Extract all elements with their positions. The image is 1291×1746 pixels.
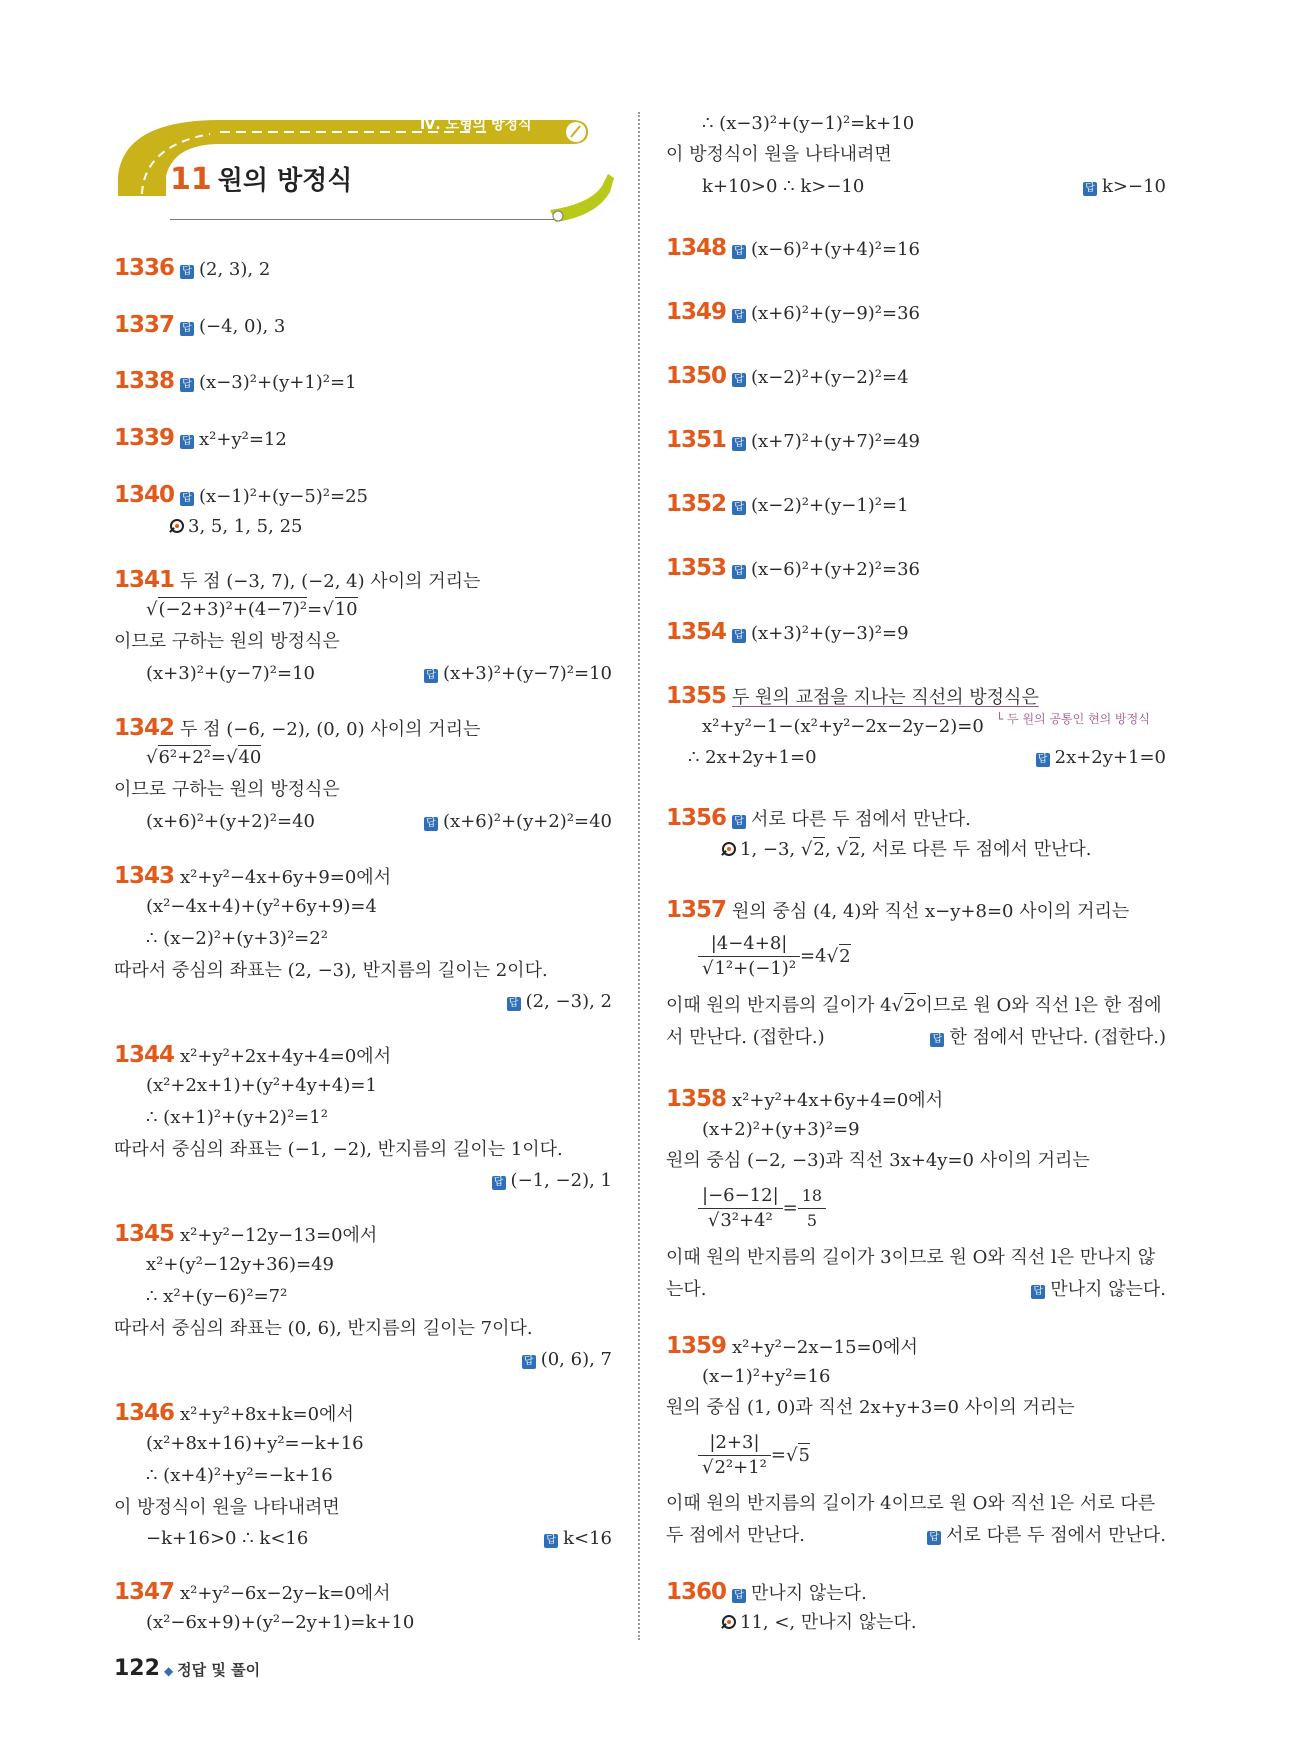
problem-number: 1344 <box>114 1042 175 1068</box>
solution-line: (x²+2x+1)+(y²+4y+4)=1 <box>146 1075 377 1096</box>
footer-title: 정답 및 풀이 <box>177 1661 261 1679</box>
problem-number: 1354 <box>666 619 727 645</box>
problem-1356 <box>666 806 971 832</box>
problem-number: 1357 <box>666 897 727 923</box>
problem-number: 1347 <box>114 1579 175 1605</box>
problem-number: 1342 <box>114 715 175 741</box>
solution-line: 이 방정식이 원을 나타내려면 <box>114 1497 340 1518</box>
problem-number: 1351 <box>666 427 727 453</box>
radicand: 40 <box>238 747 262 768</box>
problem-number: 1355 <box>666 683 727 709</box>
problem-1354 <box>666 620 909 646</box>
hint-text: , 서로 다른 두 점에서 만난다. <box>860 839 1092 860</box>
answer-badge-icon: 답 <box>180 265 194 279</box>
chapter-title <box>170 160 352 197</box>
radicand: 2 <box>839 945 851 967</box>
fraction: $\frac{|-6-12|}{\text{√3²+4²}}$ <box>698 1184 783 1233</box>
answer-text: (x+6)²+(y+2)²=40 <box>443 811 612 832</box>
radicand: 2 <box>848 839 861 860</box>
solution-line: (x+6)²+(y+2)²=40 <box>146 811 315 832</box>
answer-badge-icon: 답 <box>927 1531 941 1545</box>
problem-1351 <box>666 428 920 454</box>
equals: = <box>307 599 323 620</box>
numerator: |4−4+8| <box>698 932 800 957</box>
problem-1347 <box>114 1580 391 1606</box>
final-answer <box>424 810 612 834</box>
answer-badge-icon: 답 <box>492 1176 506 1190</box>
radicand: 6²+2² <box>158 747 211 768</box>
solution-line <box>702 715 984 739</box>
solution-line: 이므로 구하는 원의 방정식은 <box>114 779 340 800</box>
margin-note: └ 두 원의 공통인 현의 방정식 <box>996 712 1150 726</box>
hint-text: 3, 5, 1, 5, 25 <box>188 516 303 537</box>
problem-number: 1346 <box>114 1400 175 1426</box>
solution-line: 이때 원의 반지름의 길이가 4이므로 원 O와 직선 l은 서로 다른 <box>666 1493 1156 1514</box>
text: 이므로 원 O와 직선 l은 한 점에 <box>915 995 1162 1016</box>
answer-text: (0, 6), 7 <box>540 1349 612 1370</box>
answer-text: (x−6)²+(y+2)²=36 <box>751 559 920 580</box>
solution-line: x²+y²+4x+6y+4=0에서 <box>732 1090 944 1111</box>
radicand: (−2+3)²+(4−7)² <box>158 599 308 620</box>
answer-text: (x+7)²+(y+7)²=49 <box>751 431 920 452</box>
answer-text: k<16 <box>563 1528 612 1549</box>
solution-line: 두 점 (−6, −2), (0, 0) 사이의 거리는 <box>180 719 481 740</box>
answer-badge-icon: 답 <box>522 1355 536 1369</box>
answer-badge-icon: 답 <box>544 1534 558 1548</box>
answer-badge-icon: 답 <box>180 322 194 336</box>
problem-number: 1340 <box>114 482 175 508</box>
fraction-line <box>698 1184 826 1233</box>
hint-line <box>170 515 303 539</box>
problem-number: 1336 <box>114 255 175 281</box>
problem-number: 1356 <box>666 805 727 831</box>
radicand: 2 <box>904 995 916 1016</box>
problem-number: 1350 <box>666 363 727 389</box>
problem-1339 <box>114 426 287 452</box>
solution-line: k+10>0 ∴ k>−10 <box>702 176 865 197</box>
answer-text: (x−2)²+(y−2)²=4 <box>751 367 909 388</box>
problem-number: 1360 <box>666 1579 727 1605</box>
problem-number: 1353 <box>666 555 727 581</box>
solution-line: 원의 중심 (−2, −3)과 직선 3x+4y=0 사이의 거리는 <box>666 1150 1090 1171</box>
hint-text: 1, −3, <box>740 839 801 860</box>
solution-line: 원의 중심 (4, 4)와 직선 x−y+8=0 사이의 거리는 <box>732 901 1130 922</box>
problem-1360 <box>666 1580 867 1606</box>
final-answer <box>424 662 612 686</box>
answer-text: (2, 3), 2 <box>199 259 271 280</box>
title-underline <box>170 219 555 220</box>
solution-line: x²+(y²−12y+36)=49 <box>146 1254 335 1275</box>
solution-line: (x−1)²+y²=16 <box>702 1366 831 1387</box>
problem-number: 1349 <box>666 299 727 325</box>
answer-badge-icon: 답 <box>424 669 438 683</box>
fraction-line: $\frac{|2+3|}{\text{√2²+1²}}$ =√5 <box>698 1431 810 1480</box>
answer-badge-icon: 답 <box>180 378 194 392</box>
answer-badge-icon: 답 <box>180 435 194 449</box>
answer-badge-icon: 답 <box>1083 182 1097 196</box>
problem-number: 1338 <box>114 368 175 394</box>
solution-line: ∴ x²+(y−6)²=7² <box>146 1286 288 1307</box>
problem-1350 <box>666 364 909 390</box>
solution-line: 따라서 중심의 좌표는 (−1, −2), 반지름의 길이는 1이다. <box>114 1139 563 1160</box>
answer-badge-icon: 답 <box>732 629 746 643</box>
answer-badge-icon: 답 <box>732 1589 746 1603</box>
answer-text: (x+3)²+(y−7)²=10 <box>443 663 612 684</box>
solution-line: √(−2+3)²+(4−7)²=√10 <box>146 599 358 620</box>
column-divider <box>638 112 640 1640</box>
answer-text: 한 점에서 만난다. (접한다.) <box>949 1027 1166 1048</box>
answer-text: (x+3)²+(y−3)²=9 <box>751 623 909 644</box>
problem-number: 1359 <box>666 1333 727 1359</box>
solution-line: 따라서 중심의 좌표는 (0, 6), 반지름의 길이는 7이다. <box>114 1318 533 1339</box>
solution-line: (x+3)²+(y−7)²=10 <box>146 663 315 684</box>
problem-1349 <box>666 300 920 326</box>
answer-text: x²+y²=12 <box>199 429 287 450</box>
radicand: 10 <box>334 599 358 620</box>
answer-badge-icon: 답 <box>507 997 521 1011</box>
denominator: 2²+1² <box>714 1457 767 1478</box>
answer-badge-icon: 답 <box>180 492 194 506</box>
equals: = <box>210 747 226 768</box>
solution-line: ∴ 2x+2y+1=0 <box>688 747 817 768</box>
problem-1355 <box>666 684 1039 710</box>
solution-line: (x²+8x+16)+y²=−k+16 <box>146 1433 364 1454</box>
solution-line: 두 점에서 만난다. <box>666 1525 805 1546</box>
answer-badge-icon: 답 <box>732 565 746 579</box>
answer-badge-icon: 답 <box>732 245 746 259</box>
numerator: |2+3| <box>698 1431 771 1456</box>
solution-line: (x²−4x+4)+(y²+6y+9)=4 <box>146 896 377 917</box>
fraction: $\frac{|4-4+8|}{\text{√1²+(−1)²}}$ <box>698 932 800 981</box>
problem-1341 <box>114 568 480 594</box>
answer-badge-icon: 답 <box>732 501 746 515</box>
numerator: |−6−12| <box>698 1184 783 1209</box>
answer-text: (x−1)²+(y−5)²=25 <box>199 486 368 507</box>
solution-line: ∴ (x−2)²+(y+3)²=2² <box>146 928 328 949</box>
fraction <box>798 1184 826 1233</box>
diamond-icon: ◆ <box>163 1664 174 1678</box>
solution-line: ∴ (x−3)²+(y−1)²=k+10 <box>702 113 915 134</box>
solution-line: x²+y²−6x−2y−k=0에서 <box>180 1583 391 1604</box>
solution-line: 따라서 중심의 좌표는 (2, −3), 반지름의 길이는 2이다. <box>114 960 548 981</box>
page-footer <box>114 1656 260 1681</box>
solution-line: 이때 원의 반지름의 길이가 3이므로 원 O와 직선 l은 만나지 않 <box>666 1247 1156 1268</box>
section-tag: Ⅳ. 도형의 방정식 <box>420 117 532 133</box>
hint-line: 1, −3, √2, √2, 서로 다른 두 점에서 만난다. <box>722 838 1092 862</box>
equals: = <box>782 1197 798 1219</box>
solution-line: x²+y²−2x−15=0에서 <box>732 1337 918 1358</box>
solution-line: √6²+2²=√40 <box>146 747 262 768</box>
problem-1344 <box>114 1043 391 1069</box>
solution-line: x²+y²−4x+6y+9=0에서 <box>180 867 392 888</box>
answer-badge-icon: 답 <box>732 309 746 323</box>
solution-line: x²+y²−12y−13=0에서 <box>180 1225 378 1246</box>
problem-1348 <box>666 236 920 262</box>
problem-1359 <box>666 1334 918 1360</box>
problem-1342 <box>114 716 480 742</box>
solution-line: x²+y²+8x+k=0에서 <box>180 1404 354 1425</box>
problem-1352 <box>666 492 909 518</box>
answer-badge-icon: 답 <box>1031 1285 1045 1299</box>
solution-line: (x²−6x+9)+(y²−2y+1)=k+10 <box>146 1612 415 1633</box>
hint-text: , <box>824 839 837 860</box>
final-answer <box>1036 746 1166 770</box>
page-number: 122 <box>114 1656 160 1681</box>
solution-line: 이 방정식이 원을 나타내려면 <box>666 144 892 165</box>
answer-text: (x+6)²+(y−9)²=36 <box>751 303 920 324</box>
equation: x²+y²−1−(x²+y²−2x−2y−2)=0 <box>702 716 984 737</box>
solution-line: 이때 원의 반지름의 길이가 4√2이므로 원 O와 직선 l은 한 점에 <box>666 995 1162 1016</box>
magnifier-hint-icon <box>722 1615 736 1629</box>
denominator: 1²+(−1)² <box>714 958 797 979</box>
answer-text: 서로 다른 두 점에서 만난다. <box>751 809 971 830</box>
problem-number: 1348 <box>666 235 727 261</box>
answer-text: (−4, 0), 3 <box>199 316 286 337</box>
answer-text: (−1, −2), 1 <box>510 1170 612 1191</box>
answer-badge-icon: 답 <box>732 373 746 387</box>
numerator: 18 <box>798 1184 826 1209</box>
problem-1340 <box>114 483 368 509</box>
answer-text: (x−2)²+(y−1)²=1 <box>751 495 909 516</box>
final-answer <box>1083 175 1166 199</box>
answer-text: 서로 다른 두 점에서 만난다. <box>946 1525 1166 1546</box>
solution-line: −k+16>0 ∴ k<16 <box>146 1528 309 1549</box>
answer-badge-icon: 답 <box>732 815 746 829</box>
hint-line <box>722 1611 917 1635</box>
problem-1358 <box>666 1087 943 1113</box>
solution-line: ∴ (x+4)²+y²=−k+16 <box>146 1465 333 1486</box>
problem-1345 <box>114 1222 377 1248</box>
text: 이때 원의 반지름의 길이가 4 <box>666 995 892 1016</box>
answer-badge-icon: 답 <box>930 1033 944 1047</box>
answer-text: (2, −3), 2 <box>525 991 612 1012</box>
equals: =4 <box>800 945 827 967</box>
answer-text: (x−6)²+(y+4)²=16 <box>751 239 920 260</box>
final-answer <box>544 1527 612 1551</box>
problem-number: 1358 <box>666 1086 727 1112</box>
hint-text: 11, <, 만나지 않는다. <box>740 1612 917 1633</box>
equals: = <box>770 1444 786 1466</box>
note-text: 두 원의 공통인 현의 방정식 <box>1007 712 1150 726</box>
problem-1338 <box>114 369 357 395</box>
solution-line: 는다. <box>666 1279 707 1300</box>
answer-badge-icon: 답 <box>1036 753 1050 767</box>
problem-number: 1345 <box>114 1221 175 1247</box>
fraction-line: $\frac{|4-4+8|}{\text{√1²+(−1)²}}$ =4√2 <box>698 932 851 981</box>
radicand: 2 <box>813 839 825 860</box>
chapter-number: 11 <box>170 162 212 197</box>
problem-1346 <box>114 1401 354 1427</box>
radicand: 5 <box>798 1444 810 1466</box>
final-answer <box>930 1026 1166 1050</box>
answer-text: 만나지 않는다. <box>751 1583 867 1604</box>
solution-line: 원의 중심 (1, 0)과 직선 2x+y+3=0 사이의 거리는 <box>666 1397 1075 1418</box>
magnifier-hint-icon <box>170 519 184 533</box>
denominator: 5 <box>806 1211 818 1230</box>
answer-text: 만나지 않는다. <box>1050 1279 1166 1300</box>
underlined-statement: 두 원의 교점을 지나는 직선의 방정식은 <box>732 687 1039 708</box>
final-answer <box>507 990 612 1014</box>
problem-1357 <box>666 898 1129 924</box>
problem-number: 1352 <box>666 491 727 517</box>
solution-line: 두 점 (−3, 7), (−2, 4) 사이의 거리는 <box>180 571 481 592</box>
answer-text: 2x+2y+1=0 <box>1054 747 1166 768</box>
problem-number: 1343 <box>114 863 175 889</box>
solution-line: 서 만난다. (접한다.) <box>666 1027 825 1048</box>
chapter-name: 원의 방정식 <box>217 166 353 196</box>
answer-text: (x−3)²+(y+1)²=1 <box>199 372 357 393</box>
fraction: $\frac{|2+3|}{\text{√2²+1²}}$ <box>698 1431 771 1480</box>
answer-badge-icon: 답 <box>732 437 746 451</box>
problem-1337 <box>114 313 285 339</box>
magnifier-hint-icon <box>722 842 736 856</box>
solution-line: ∴ (x+1)²+(y+2)²=1² <box>146 1107 328 1128</box>
problem-number: 1339 <box>114 425 175 451</box>
denominator: 3²+4² <box>720 1210 773 1231</box>
problem-1343 <box>114 864 391 890</box>
final-answer <box>522 1348 612 1372</box>
problem-1336 <box>114 256 270 282</box>
solution-line: (x+2)²+(y+3)²=9 <box>702 1119 860 1140</box>
final-answer <box>492 1169 612 1193</box>
final-answer <box>1031 1278 1166 1302</box>
answer-text: k>−10 <box>1102 176 1166 197</box>
problem-number: 1337 <box>114 312 175 338</box>
final-answer <box>927 1524 1166 1548</box>
problem-1353 <box>666 556 920 582</box>
solution-line: 이므로 구하는 원의 방정식은 <box>114 631 340 652</box>
answer-badge-icon: 답 <box>424 817 438 831</box>
problem-number: 1341 <box>114 567 175 593</box>
solution-line: x²+y²+2x+4y+4=0에서 <box>180 1046 392 1067</box>
